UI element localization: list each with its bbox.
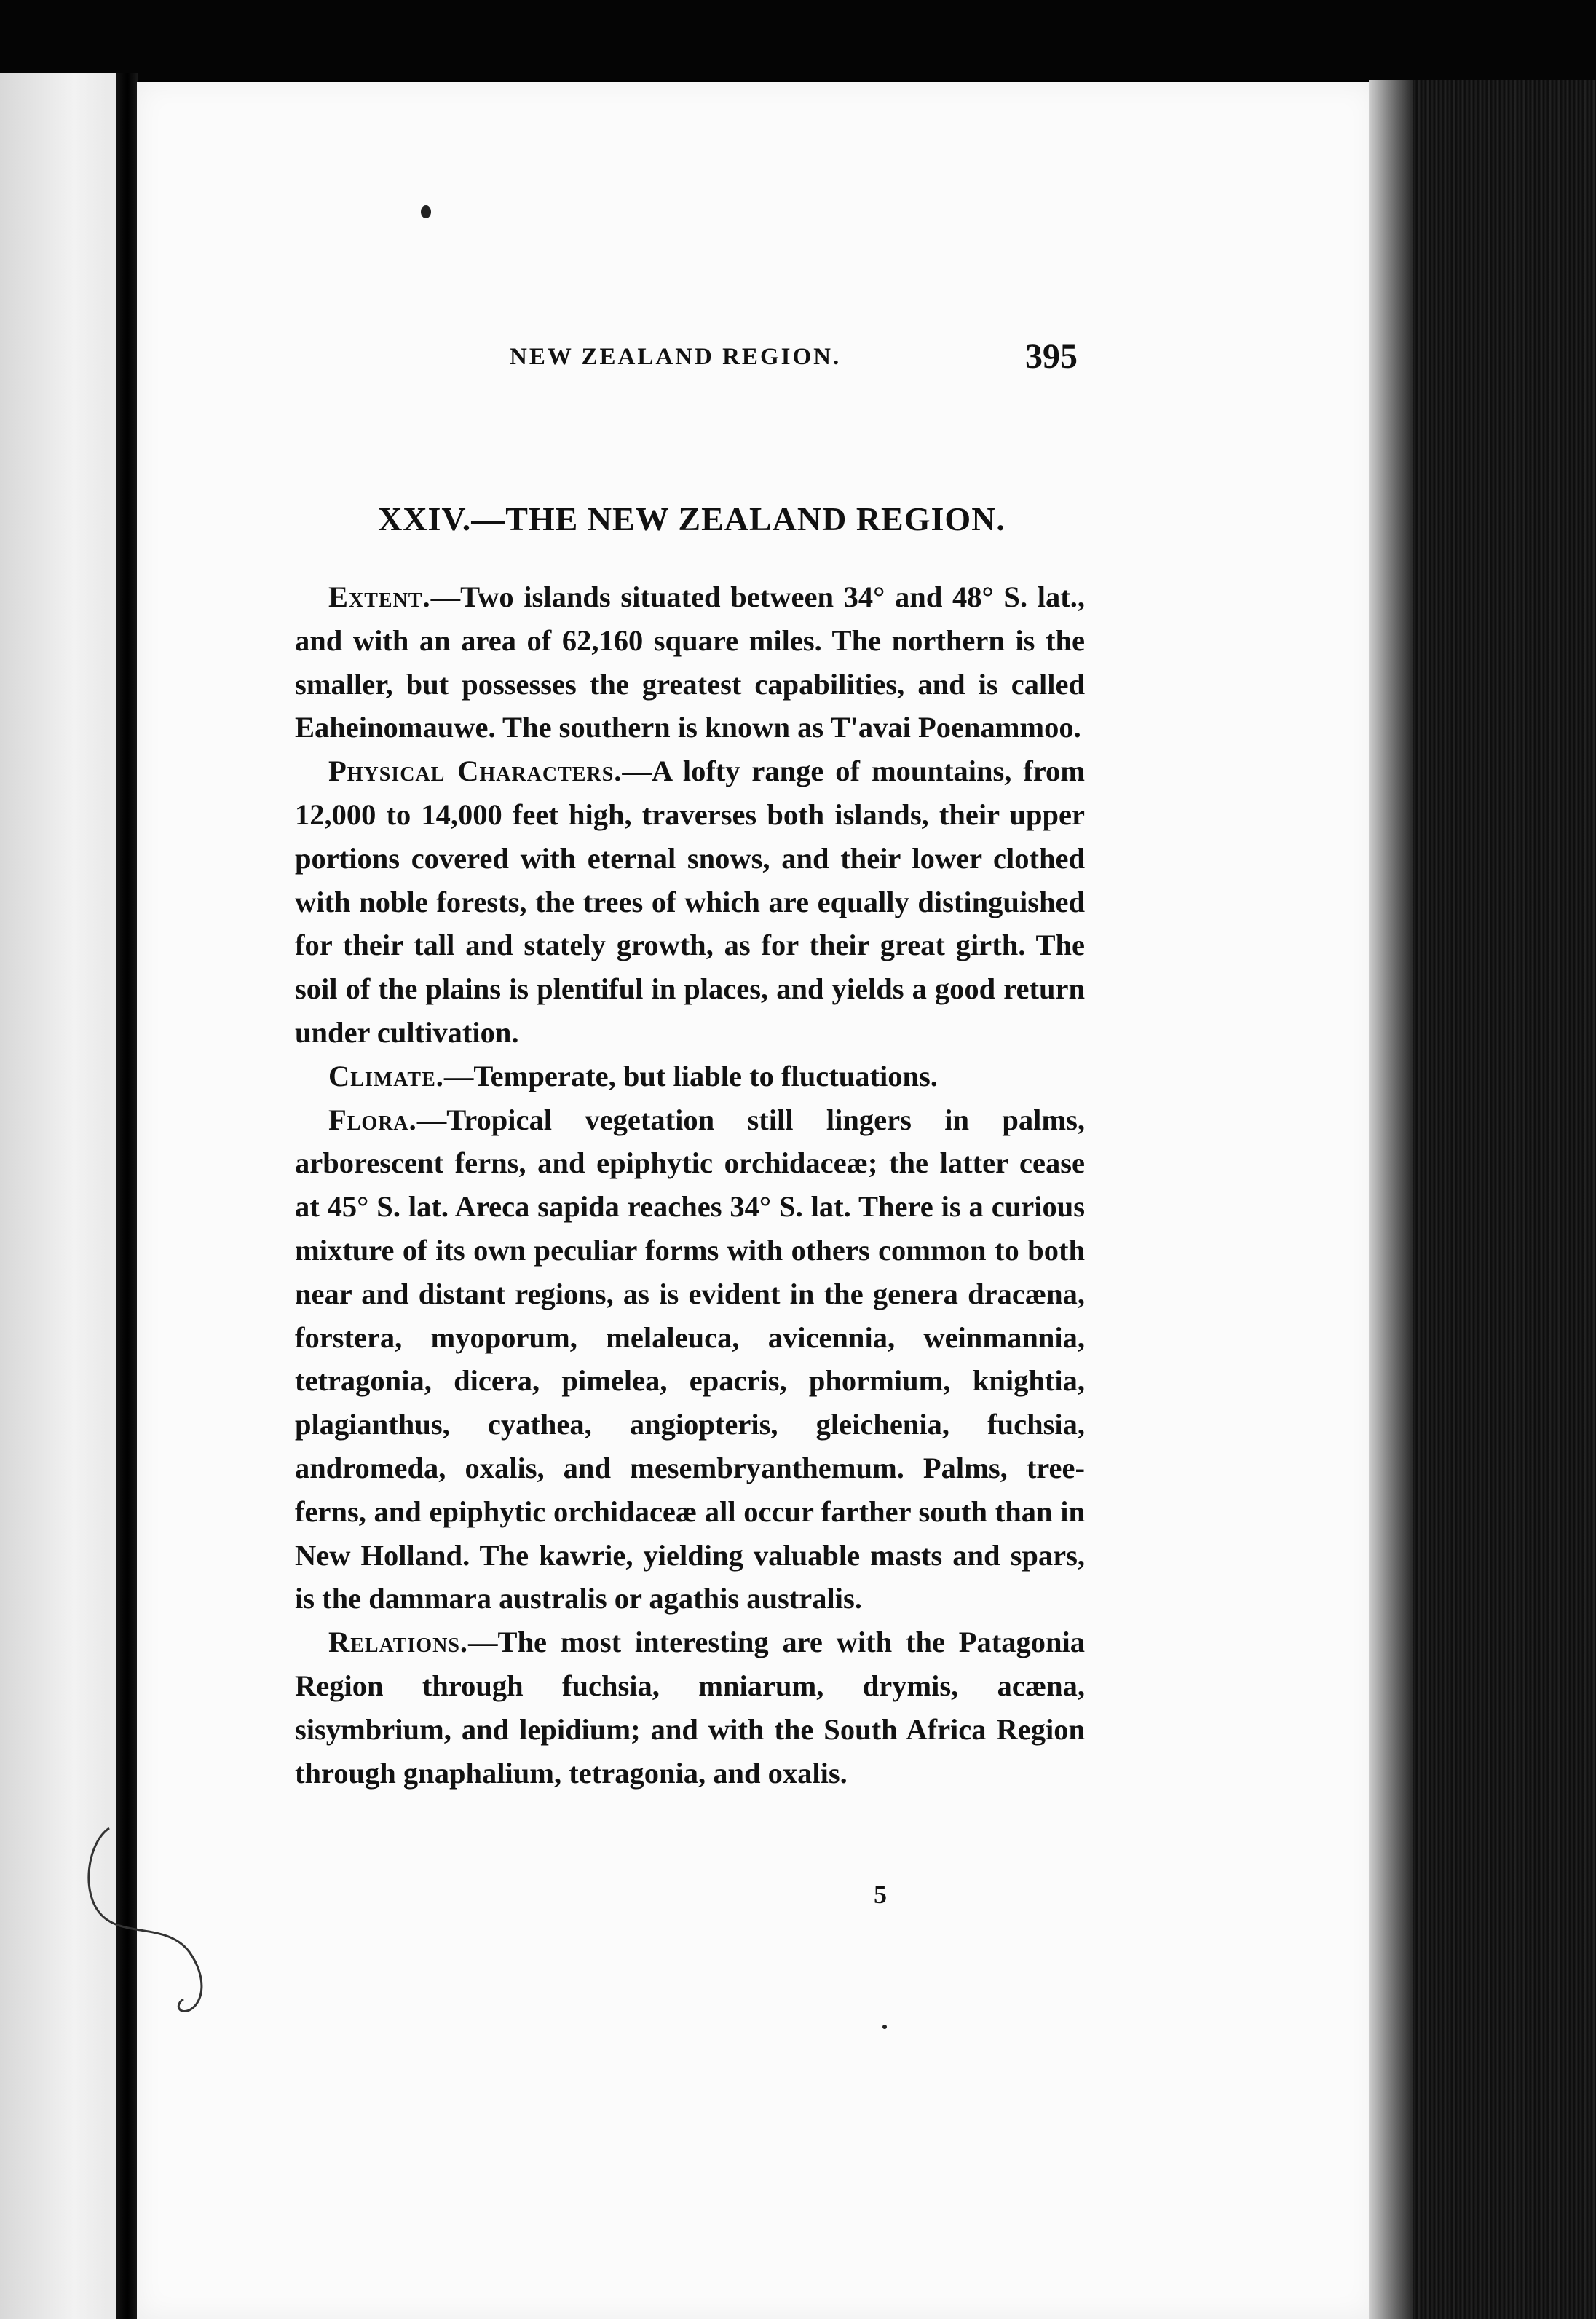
paragraph-physical-characters bbox=[295, 749, 1085, 1055]
chapter-heading: XXIV.—THE NEW ZEALAND REGION. bbox=[378, 500, 1006, 538]
scan-speck bbox=[421, 205, 431, 218]
signature-mark: 5 bbox=[874, 1880, 887, 1909]
paragraph-lead: Flora. bbox=[328, 1103, 417, 1136]
paragraph-lead: Relations. bbox=[328, 1626, 469, 1659]
running-title: NEW ZEALAND REGION. bbox=[510, 344, 842, 370]
paragraph-lead: Physical Characters. bbox=[328, 755, 623, 788]
paragraph-flora bbox=[295, 1098, 1085, 1621]
paragraph-lead: Extent. bbox=[328, 580, 431, 613]
page-edge-shadow bbox=[1369, 80, 1413, 2319]
paragraph-text: —Temperate, but liable to fluctuations. bbox=[443, 1059, 938, 1092]
paragraph-text: —The most interesting are with the Patagonia Region through fuchsia, mniarum, drymis, acæna, sisymbrium, and lepidium; and with the South Africa Region through gnaphalium, tetragonia, and oxalis. bbox=[295, 1626, 1085, 1790]
paragraph-climate bbox=[295, 1055, 1085, 1098]
body-text bbox=[295, 575, 1085, 1795]
paragraph-text: —Two islands situated between 34° and 48° S. lat., and with an area of 62,160 square miles. The northern is the smaller, but possesses the greatest capabilities, and is called Eaheinomauwe. The southern is known as T'avai Poenammoo. bbox=[295, 580, 1085, 744]
running-header bbox=[510, 336, 1092, 380]
page-number: 395 bbox=[1025, 337, 1078, 376]
paragraph-lead: Climate. bbox=[328, 1059, 444, 1092]
pencil-scribble-mark bbox=[80, 1814, 248, 2017]
scan-speck bbox=[882, 2025, 887, 2029]
paragraph-relations bbox=[295, 1621, 1085, 1795]
paragraph-text: —A lofty range of mountains, from 12,000 to 14,000 feet high, traverses both islands, their upper portions covered with eternal snows, and their lower clothed with noble forests, the trees of which are equally distinguished for their tall and stately growth, as for their great girth. The soil of the plains is plentiful in places, and yields a good return under cultivation. bbox=[295, 755, 1085, 1049]
paragraph-text: —Tropical vegetation still lingers in palms, arborescent ferns, and epiphytic orchidaceæ; the latter cease at 45° S. lat. Areca sapida reaches 34° S. lat. There is a curious mixture of its own peculiar forms with others common to both near and distant regions, as is evident in the genera dracæna, forstera, myoporum, melaleuca, avicennia, weinmannia, tetragonia, dicera, pimelea, epacris, phormium, knightia, plagianthus, cyathea, angiopteris, gleichenia, fuchsia, andromeda, oxalis, and mesembryanthemum. Palms, tree-ferns, and epiphytic orchidaceæ all occur farther south than in New Holland. The kawrie, yielding valuable masts and spars, is the dammara australis or agathis australis. bbox=[295, 1103, 1085, 1615]
scan-border-top bbox=[0, 0, 1596, 80]
paragraph-extent bbox=[295, 575, 1085, 749]
